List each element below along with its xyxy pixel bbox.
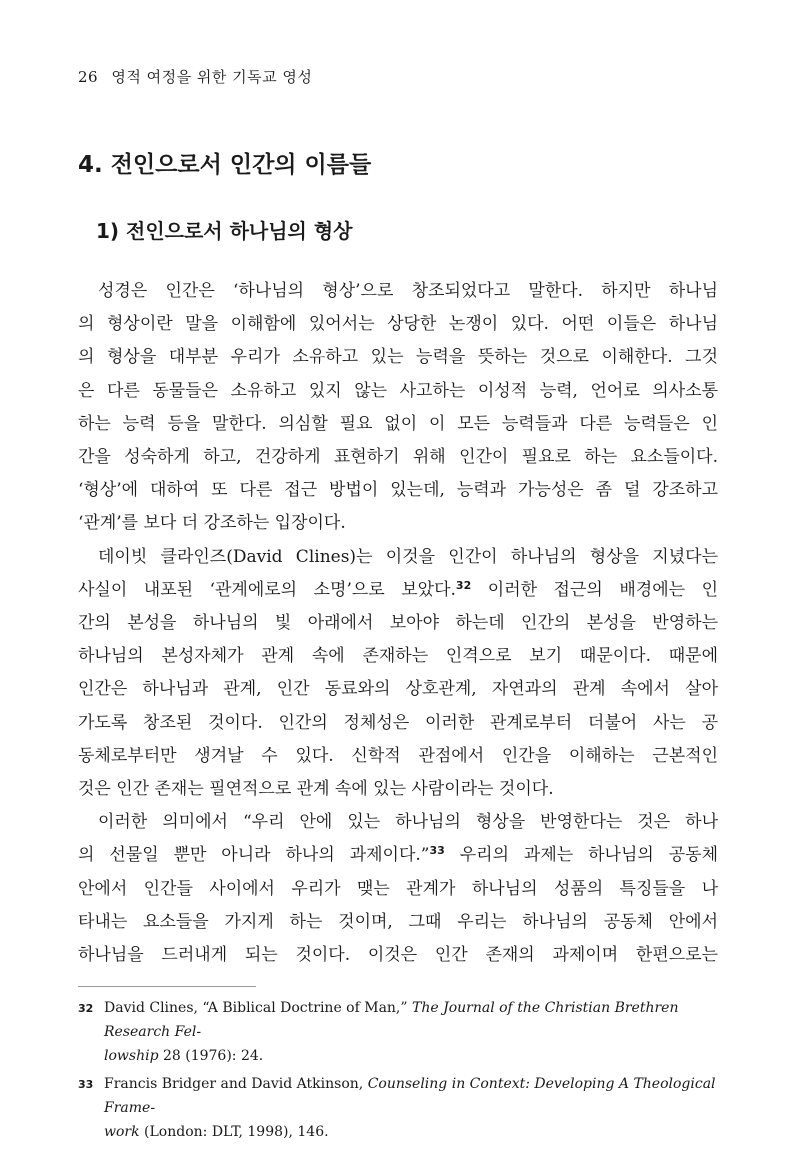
paragraph-line: 이러한 의미에서 “우리 안에 있는 하나님의 형상을 반영한다는 것은 하나 <box>98 812 718 833</box>
paragraph-line: 하는 능력 등을 말한다. 의심할 필요 없이 이 모든 능력들과 다른 능력들은 인 <box>78 413 718 434</box>
footnote-rest: (London: DLT, 1998), 146. <box>139 1124 329 1140</box>
body-text <box>78 275 718 972</box>
footnote-author: Francis Bridger and David Atkinson, <box>104 1076 368 1092</box>
paragraph-line: 가도록 창조된 것이다. 인간의 정체성은 이러한 관계로부터 더불어 사는 공 <box>78 712 718 733</box>
footnote-journal-cont: lowship <box>104 1048 159 1064</box>
footnote-rest: 28 (1976): 24. <box>158 1048 264 1064</box>
section-heading: 4. 전인으로서 인간의 이름들 <box>78 152 372 178</box>
footnote-number: 32 <box>78 1002 94 1015</box>
paragraph-text: 사실이 내포된 ‘관계에로의 소명’으로 보았다. <box>78 579 456 600</box>
page-number: 26 <box>78 68 99 86</box>
footnote-title-cont: work <box>104 1124 140 1140</box>
paragraph-line: 간의 본성을 하나님의 빛 아래에서 보아야 하는데 인간의 본성을 반영하는 <box>78 613 718 634</box>
paragraph-line: 것은 인간 존재는 필연적으로 관계 속에 있는 사람이라는 것이다. <box>78 779 554 800</box>
paragraph-line: 은 다른 동물들은 소유하고 있지 않는 사고하는 이성적 능력, 언어로 의사소통 <box>78 380 718 401</box>
paragraph-line: 의 형상을 대부분 우리가 소유하고 있는 능력을 뜻하는 것으로 이해한다. 그것 <box>78 347 718 368</box>
subsection-heading: 1) 전인으로서 하나님의 형상 <box>96 219 353 243</box>
footnote-number: 33 <box>78 1078 94 1091</box>
paragraph-line <box>78 574 718 607</box>
running-title: 영적 여정을 위한 기독교 영성 <box>111 68 313 86</box>
paragraph-line: 간을 성숙하게 하고, 건강하게 표현하기 위해 인간이 필요로 하는 요소들이다. <box>78 447 718 468</box>
paragraph-line: 하나님의 본성자체가 관계 속에 존재하는 인격으로 보기 때문이다. 때문에 <box>78 646 718 667</box>
footnote-33 <box>78 1072 718 1144</box>
paragraph-line: 타내는 요소들을 가지게 하는 것이며, 그때 우리는 하나님의 공동체 안에서 <box>78 911 718 932</box>
paragraph-line: ‘형상’에 대하여 또 다른 접근 방법이 있는데, 능력과 가능성은 좀 덜 강조하고 <box>78 480 718 501</box>
footnote-text <box>104 1072 718 1144</box>
footnote-divider <box>78 986 256 987</box>
footnote-text <box>104 996 718 1068</box>
footnotes <box>78 996 718 1148</box>
paragraph-text: 의 선물일 뿐만 아니라 하나의 과제이다.” <box>78 845 430 866</box>
paragraph-line <box>78 839 718 872</box>
paragraph-line: 인간은 하나님과 관계, 인간 동료와의 상호관계, 자연과의 관계 속에서 살아 <box>78 679 718 700</box>
paragraph-line: 안에서 인간들 사이에서 우리가 맺는 관계가 하나님의 성품의 특징들을 나 <box>78 878 718 899</box>
footnote-ref-33[interactable]: 33 <box>429 844 445 858</box>
paragraph-line: 하나님을 드러내게 되는 것이다. 이것은 인간 존재의 과제이며 한편으로는 <box>78 945 718 966</box>
paragraph-line: 데이빗 클라인즈(David Clines)는 이것을 인간이 하나님의 형상을 지녔다는 <box>98 546 718 567</box>
paragraph-line: 의 형상이란 말을 이해함에 있어서는 상당한 논쟁이 있다. 어떤 이들은 하나님 <box>78 314 718 335</box>
footnote-journal: The Journal of the Christian Brethren Research Fel- <box>104 1000 679 1040</box>
paragraph-text: 우리의 과제는 하나님의 공동체 <box>459 845 718 866</box>
footnote-32 <box>78 996 718 1068</box>
running-head <box>78 66 312 87</box>
paragraph-line: 동체로부터만 생겨날 수 있다. 신학적 관점에서 인간을 이해하는 근본적인 <box>78 745 718 766</box>
paragraph-text: 이러한 접근의 배경에는 인 <box>487 579 718 600</box>
paragraph-line: 성경은 인간은 ‘하나님의 형상’으로 창조되었다고 말한다. 하지만 하나님 <box>98 281 718 301</box>
footnote-ref-32[interactable]: 32 <box>455 578 472 592</box>
footnote-author: David Clines, “A Biblical Doctrine of Man,” <box>104 1000 412 1016</box>
footnote-title: Counseling in Context: Developing A Theological Frame- <box>104 1076 716 1116</box>
paragraph-line: ‘관계’를 보다 더 강조하는 입장이다. <box>78 513 346 534</box>
